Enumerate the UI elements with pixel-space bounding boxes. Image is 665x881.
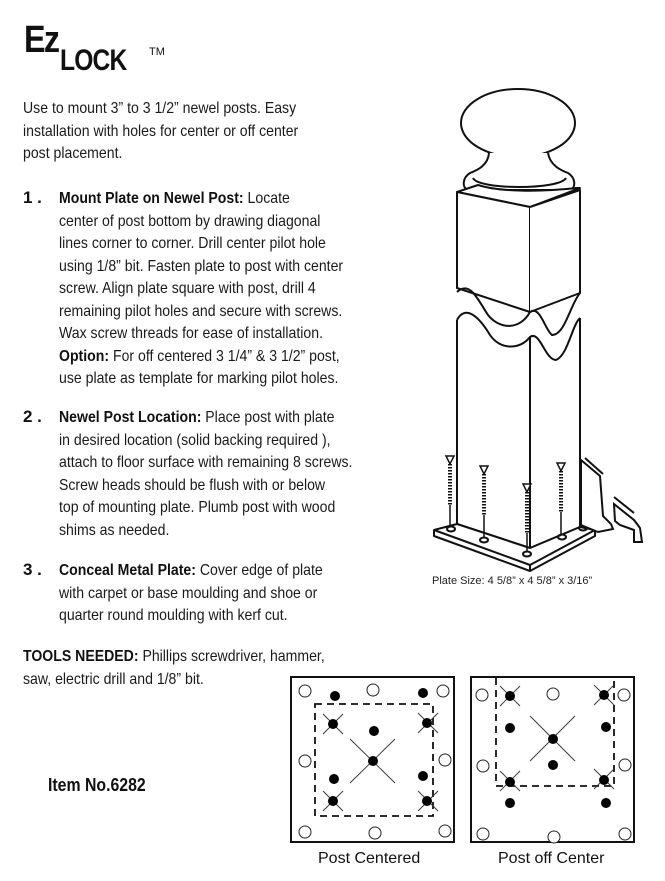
step-2-number: 2 . (23, 407, 42, 426)
step-1-line: remaining pilot holes and secure with screws. (59, 302, 343, 320)
step-2-text: Place post with plate (201, 409, 335, 426)
step-3-text: Cover edge of plate (195, 562, 323, 579)
step-1-line: center of post bottom by drawing diagonal (59, 212, 321, 230)
logo-lock: LOCK (60, 44, 127, 77)
step-2-line: attach to floor surface with remaining 8 screws. (59, 454, 353, 471)
plate-size-caption: Plate Size: 4 5/8” x 4 5/8” x 3/16” (432, 575, 593, 587)
tools-text: Phillips screwdriver, hammer, (138, 648, 325, 665)
step-2-line: top of mounting plate. Plumb post with wood (59, 499, 336, 516)
logo-ez: Ez (24, 19, 59, 61)
tools-line: saw, electric drill and 1/8” bit. (23, 670, 204, 688)
logo-trademark: TM (149, 46, 165, 58)
screw-icon (446, 456, 454, 525)
post-centered-label: Post Centered (318, 850, 421, 867)
option-label: Option: (59, 347, 110, 365)
post-off-center-diagram (470, 676, 635, 843)
step-1-text: Locate (243, 190, 290, 207)
moulding-icon (581, 458, 642, 542)
step-1-line: screw. Align plate square with post, drill 4 (59, 280, 316, 297)
screw-icon (557, 463, 565, 534)
post-centered-diagram (290, 676, 455, 843)
step-2-line: shims as needed. (59, 521, 170, 539)
step-2-line: Screw heads should be flush with or below (59, 476, 326, 494)
step-2-line: in desired location (solid backing required ), (59, 431, 331, 449)
screw-icon (480, 466, 488, 537)
step-3-line: with carpet or base moulding and shoe or (59, 584, 318, 602)
step-1-line: using 1/8” bit. Fasten plate to post with center (59, 257, 344, 275)
item-number: Item No.6282 (48, 775, 146, 795)
step-1-title: Mount Plate on Newel Post: (59, 190, 244, 207)
step-1-number: 1 . (23, 188, 42, 207)
intro-line: Use to mount 3” to 3 1/2” newel posts. Easy (23, 100, 297, 117)
step-3-line: quarter round moulding with kerf cut. (59, 607, 288, 624)
step-1-line: lines corner to corner. Drill center pilot hole (59, 235, 326, 252)
step-3-number: 3 . (23, 560, 42, 579)
step-1-line: Wax screw threads for ease of installation. (59, 325, 323, 342)
intro-line: installation with holes for center or off center (23, 122, 299, 140)
step-2-title: Newel Post Location: (59, 409, 202, 426)
option-text: For off centered 3 1/4” & 3 1/2” post, (109, 347, 340, 365)
post-off-center-label: Post off Center (498, 850, 605, 867)
intro-line: post placement. (23, 145, 123, 162)
step-3-title: Conceal Metal Plate: (59, 562, 196, 579)
tools-label: TOOLS NEEDED: (23, 648, 139, 665)
option-line: use plate as template for marking pilot holes. (59, 370, 339, 387)
